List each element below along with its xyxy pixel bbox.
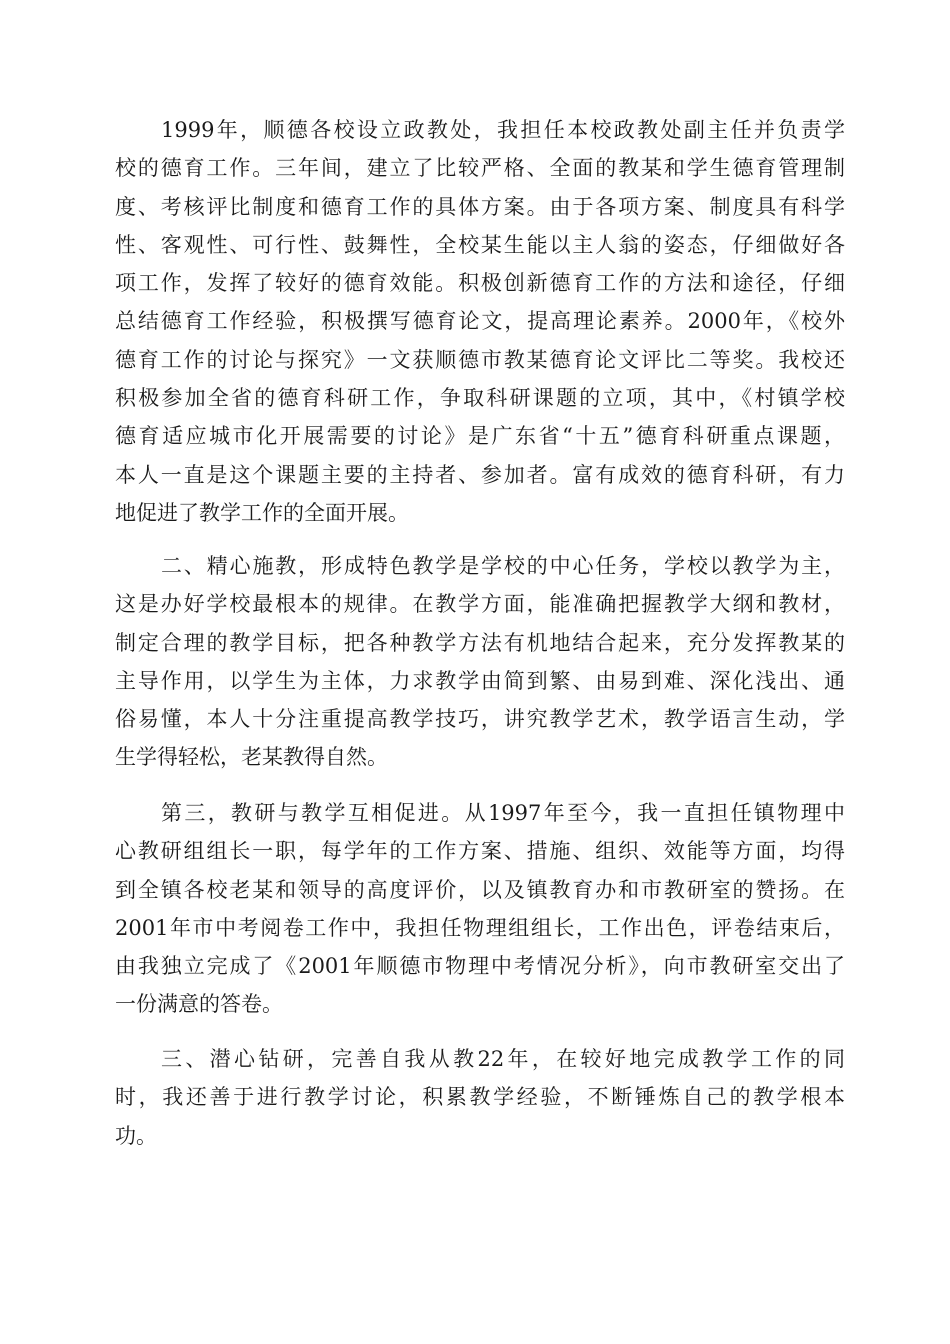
text-line: 主导作用，以学生为主体，力求教学由简到繁、由易到难、深化浅出、通 bbox=[115, 668, 845, 693]
text-line: 校的德育工作。三年间，建立了比较严格、全面的教某和学生德育管理制 bbox=[115, 156, 845, 181]
text-line: 德育适应城市化开展需要的讨论》是广东省“十五”德育科研重点课题， bbox=[115, 424, 845, 449]
text-line: 生学得轻松，老某教得自然。 bbox=[115, 745, 388, 770]
text-line: 这是办好学校最根本的规律。在教学方面，能准确把握教学大纲和教材， bbox=[115, 592, 845, 617]
text-line: 总结德育工作经验，积极撰写德育论文，提高理论素养。2000年，《校外 bbox=[115, 309, 845, 334]
text-line: 项工作，发挥了较好的德育效能。积极创新德育工作的方法和途径，仔细 bbox=[115, 271, 845, 296]
text-line: 一份满意的答卷。 bbox=[115, 992, 283, 1017]
text-line: 二、精心施教，形成特色教学是学校的中心任务，学校以教学为主， bbox=[161, 554, 845, 578]
paragraph-moral-education bbox=[115, 111, 845, 532]
text-line: 第三，教研与教学互相促进。从1997年至今，我一直担任镇物理中 bbox=[161, 801, 845, 825]
text-line: 德育工作的讨论与探究》一文获顺德市教某德育论文评比二等奖。我校还 bbox=[115, 347, 845, 372]
text-line: 俗易懂，本人十分注重提高教学技巧，讲究教学艺术，教学语言生动，学 bbox=[115, 707, 845, 732]
text-line: 度、考核评比制度和德育工作的具体方案。由于各项方案、制度具有科学 bbox=[115, 194, 845, 219]
paragraph-self-improvement bbox=[115, 1040, 845, 1155]
text-line: 本人一直是这个课题主要的主持者、参加者。富有成效的德育科研，有力 bbox=[115, 462, 845, 487]
paragraph-teaching-research bbox=[115, 794, 845, 1024]
paragraph-teaching bbox=[115, 547, 845, 777]
text-line: 积极参加全省的德育科研工作，争取科研课题的立项，其中，《村镇学校 bbox=[115, 386, 845, 411]
text-line: 心教研组组长一职，每学年的工作方案、措施、组织、效能等方面，均得 bbox=[115, 839, 845, 864]
text-line: 制定合理的教学目标，把各种教学方法有机地结合起来，充分发挥教某的 bbox=[115, 630, 845, 655]
text-line: 1999年，顺德各校设立政教处，我担任本校政教处副主任并负责学 bbox=[161, 118, 845, 142]
text-line: 由我独立完成了《2001年顺德市物理中考情况分析》，向市教研室交出了 bbox=[115, 954, 845, 979]
text-line: 性、客观性、可行性、鼓舞性，全校某生能以主人翁的姿态，仔细做好各 bbox=[115, 232, 845, 257]
text-line: 时，我还善于进行教学讨论，积累教学经验，不断锤炼自己的教学根本 bbox=[115, 1085, 845, 1110]
text-line: 到全镇各校老某和领导的高度评价，以及镇教育办和市教研室的赞扬。在 bbox=[115, 877, 845, 902]
text-line: 功。 bbox=[115, 1123, 157, 1148]
text-line: 地促进了教学工作的全面开展。 bbox=[115, 500, 409, 525]
text-line: 2001年市中考阅卷工作中，我担任物理组组长，工作出色，评卷结束后， bbox=[115, 915, 845, 940]
text-line: 三、潜心钻研，完善自我从教22年，在较好地完成教学工作的同 bbox=[161, 1047, 845, 1071]
